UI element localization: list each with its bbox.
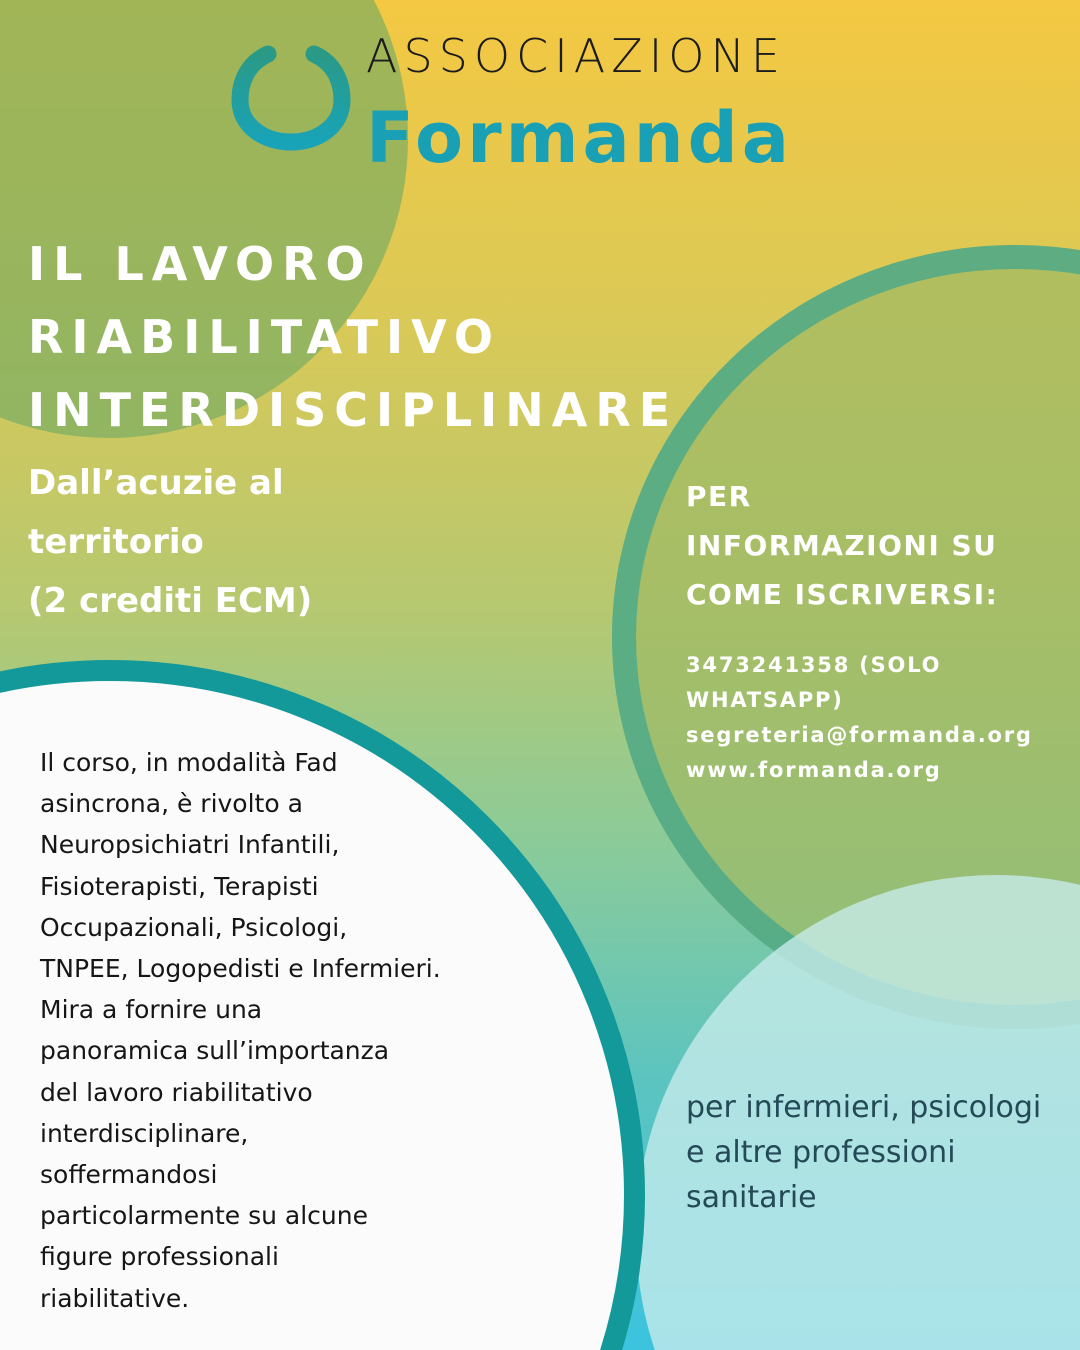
course-subtitle xyxy=(28,454,312,631)
subtitle-line: territorio xyxy=(28,522,204,562)
description-line: riabilitative. xyxy=(40,1283,190,1313)
info-heading-line: INFORMAZIONI SU xyxy=(686,529,998,562)
description-line: particolarmente su alcune xyxy=(40,1201,368,1231)
description-line: panoramica sull’importanza xyxy=(40,1036,390,1066)
logo-association-text: ASSOCIAZIONE xyxy=(366,29,786,83)
description-line: soffermandosi xyxy=(40,1160,218,1190)
email-link[interactable]: segreteria@formanda.org xyxy=(686,723,1033,747)
info-heading-line: COME ISCRIVERSI: xyxy=(686,578,999,611)
audience-note xyxy=(686,1085,1041,1220)
logo-brand-name: Formanda xyxy=(366,97,793,179)
course-title-line: RIABILITATIVO xyxy=(28,310,501,364)
description-line: Neuropsichiatri Infantili, xyxy=(40,830,340,860)
course-title-line: INTERDISCIPLINARE xyxy=(28,383,679,437)
description-line: del lavoro riabilitativo xyxy=(40,1077,313,1107)
info-heading-line: PER xyxy=(686,480,752,513)
course-title xyxy=(28,228,678,447)
description-line: figure professionali xyxy=(40,1242,279,1272)
audience-line: e altre professioni xyxy=(686,1135,956,1170)
phone-note: WHATSAPP) xyxy=(686,688,844,712)
description-line: interdisciplinare, xyxy=(40,1118,249,1148)
contact-info xyxy=(686,648,1033,788)
description-line: asincrona, è rivolto a xyxy=(40,789,303,819)
subtitle-line: Dall’acuzie al xyxy=(28,463,284,503)
description-line: Il corso, in modalità Fad xyxy=(40,748,338,777)
website-link[interactable]: www.formanda.org xyxy=(686,758,942,782)
description-line: TNPEE, Logopedisti e Infermieri. xyxy=(40,954,441,984)
audience-line: per infermieri, psicologi xyxy=(686,1090,1042,1125)
subtitle-line: (2 crediti ECM) xyxy=(28,581,313,621)
course-description xyxy=(40,742,441,1319)
description-line: Occupazionali, Psicologi, xyxy=(40,912,348,942)
description-line: Mira a fornire una xyxy=(40,995,263,1025)
audience-line: sanitarie xyxy=(686,1180,817,1215)
psi-icon xyxy=(228,38,354,174)
description-line: Fisioterapisti, Terapisti xyxy=(40,871,319,901)
phone-number[interactable]: 3473241358 (SOLO xyxy=(686,653,942,677)
info-heading xyxy=(686,472,998,619)
course-title-line: IL LAVORO xyxy=(28,237,373,291)
